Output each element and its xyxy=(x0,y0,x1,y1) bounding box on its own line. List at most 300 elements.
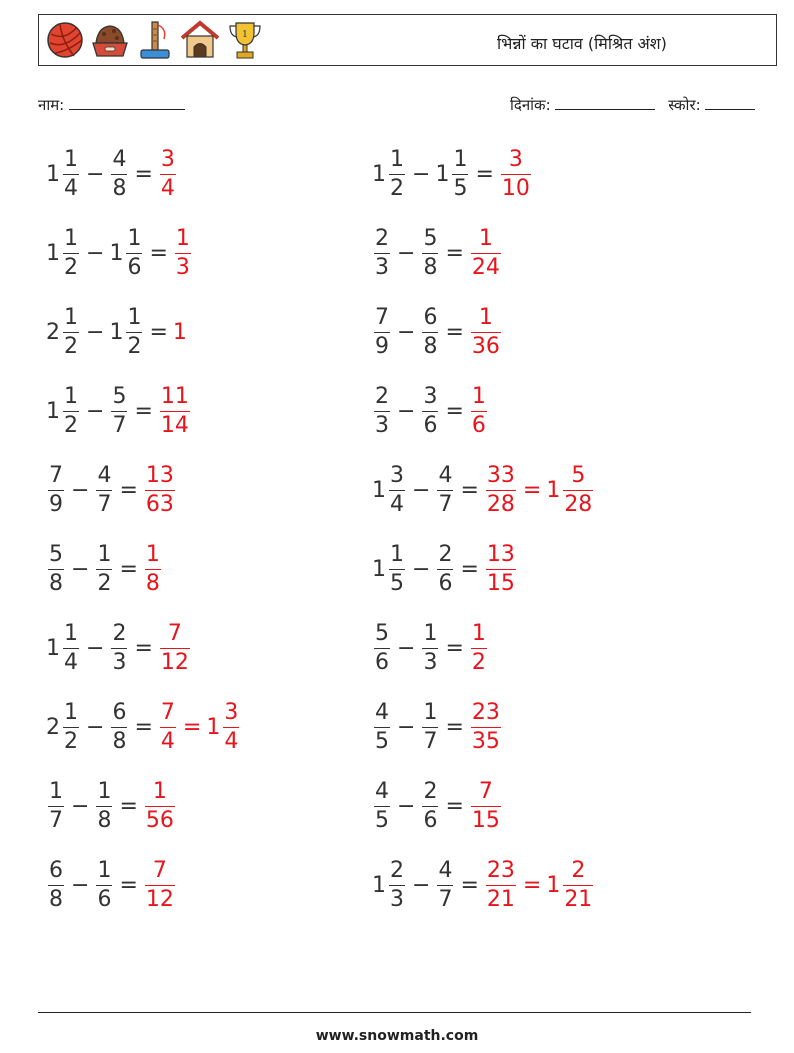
denominator: 6 xyxy=(375,649,389,675)
minus-sign: − xyxy=(86,714,105,740)
fraction xyxy=(486,857,516,912)
denominator: 21 xyxy=(486,886,515,912)
fraction xyxy=(389,146,405,201)
numerator: 13 xyxy=(145,462,174,488)
minus-sign: − xyxy=(412,872,431,898)
fraction xyxy=(96,541,112,596)
answer xyxy=(469,778,503,833)
fraction xyxy=(422,225,438,280)
numerator: 3 xyxy=(423,383,438,409)
denominator: 56 xyxy=(145,807,174,833)
whole-number: 1 xyxy=(372,161,386,187)
denominator: 2 xyxy=(97,570,112,596)
problem-row xyxy=(372,223,503,283)
equals-sign: = xyxy=(522,872,542,898)
answer xyxy=(158,146,178,201)
fraction xyxy=(48,778,64,833)
answer xyxy=(158,699,241,754)
equals-sign: = xyxy=(119,793,138,819)
header-icons xyxy=(45,18,265,62)
minus-sign: − xyxy=(71,872,90,898)
denominator: 9 xyxy=(375,333,389,359)
denominator: 63 xyxy=(145,491,174,517)
denominator: 2 xyxy=(471,649,486,675)
equals-sign: = xyxy=(460,872,479,898)
equals-sign: = xyxy=(134,714,153,740)
numerator: 1 xyxy=(64,304,78,330)
fraction xyxy=(563,857,593,912)
denominator: 8 xyxy=(49,570,63,596)
whole-number: 1 xyxy=(435,161,450,187)
denominator: 2 xyxy=(390,175,404,201)
problem-row xyxy=(46,381,192,441)
fraction xyxy=(63,146,79,201)
fraction xyxy=(145,462,175,517)
fraction xyxy=(471,383,487,438)
minus-sign: − xyxy=(71,556,90,582)
problem-row xyxy=(46,618,192,678)
dog-food-bowl-icon xyxy=(90,18,130,62)
numerator: 1 xyxy=(390,146,404,172)
denominator: 6 xyxy=(127,254,142,280)
answer xyxy=(484,857,595,912)
problem-row xyxy=(372,539,518,599)
numerator: 5 xyxy=(49,541,63,567)
minus-sign: − xyxy=(71,793,90,819)
equals-sign: = xyxy=(445,635,464,661)
numerator: 7 xyxy=(167,620,182,646)
numerator: 4 xyxy=(438,462,453,488)
minus-sign: − xyxy=(71,477,90,503)
numerator: 3 xyxy=(224,699,239,725)
numerator: 4 xyxy=(375,778,389,804)
numerator: 1 xyxy=(127,304,142,330)
problem-row xyxy=(46,776,177,836)
answer xyxy=(469,383,489,438)
equals-sign: = xyxy=(445,240,464,266)
date-label: दिनांक: xyxy=(510,96,551,114)
name-blank[interactable] xyxy=(69,94,185,110)
date-blank[interactable] xyxy=(555,94,655,110)
numerator: 1 xyxy=(64,146,78,172)
fraction xyxy=(48,462,64,517)
fraction xyxy=(160,699,176,754)
numerator: 7 xyxy=(160,699,175,725)
numerator: 1 xyxy=(49,778,63,804)
whole-number: 1 xyxy=(372,556,386,582)
denominator: 3 xyxy=(375,412,389,438)
numerator: 1 xyxy=(471,620,486,646)
trophy-icon xyxy=(225,18,265,62)
fraction xyxy=(422,620,438,675)
denominator: 7 xyxy=(97,491,112,517)
numerator: 5 xyxy=(112,383,127,409)
fraction xyxy=(374,699,390,754)
fraction xyxy=(389,857,405,912)
numerator: 2 xyxy=(438,541,453,567)
whole-number: 1 xyxy=(46,240,60,266)
denominator: 7 xyxy=(49,807,63,833)
fraction xyxy=(145,857,175,912)
fraction xyxy=(471,225,501,280)
problem-row xyxy=(372,381,489,441)
numerator: 4 xyxy=(438,857,453,883)
problem-row xyxy=(46,855,177,915)
fraction xyxy=(422,304,438,359)
numerator: 4 xyxy=(97,462,112,488)
problem-row xyxy=(372,618,489,678)
answer xyxy=(158,383,192,438)
problem-row xyxy=(372,144,533,204)
fraction xyxy=(374,304,390,359)
denominator: 3 xyxy=(375,254,389,280)
denominator: 7 xyxy=(112,412,127,438)
numerator: 1 xyxy=(423,620,438,646)
numerator: 1 xyxy=(64,383,78,409)
numerator: 11 xyxy=(160,383,189,409)
equals-sign: = xyxy=(134,635,153,661)
denominator: 24 xyxy=(471,254,500,280)
answer xyxy=(143,541,163,596)
minus-sign: − xyxy=(86,161,105,187)
numerator: 2 xyxy=(375,383,389,409)
answer xyxy=(499,146,533,201)
fraction xyxy=(389,462,405,517)
denominator: 12 xyxy=(160,649,189,675)
denominator: 3 xyxy=(112,649,127,675)
fraction xyxy=(175,225,191,280)
fraction xyxy=(437,462,453,517)
fraction xyxy=(422,383,438,438)
fraction xyxy=(374,620,390,675)
denominator: 6 xyxy=(423,807,438,833)
mixed-whole: 1 xyxy=(206,714,221,740)
numerator: 23 xyxy=(471,699,500,725)
svg-text:1: 1 xyxy=(242,30,248,40)
denominator: 8 xyxy=(97,807,112,833)
answer xyxy=(469,304,503,359)
denominator: 9 xyxy=(49,491,63,517)
fraction xyxy=(389,541,405,596)
denominator: 4 xyxy=(64,175,78,201)
fraction xyxy=(96,857,112,912)
equals-sign: = xyxy=(134,398,153,424)
whole-number: 1 xyxy=(109,319,124,345)
fraction xyxy=(145,778,175,833)
fraction xyxy=(63,620,79,675)
fraction xyxy=(126,304,142,359)
fraction xyxy=(63,304,79,359)
numerator: 1 xyxy=(478,304,493,330)
problem-row xyxy=(372,460,595,520)
numerator: 1 xyxy=(390,541,404,567)
equals-sign: = xyxy=(119,477,138,503)
numerator: 5 xyxy=(375,620,389,646)
numerator: 3 xyxy=(390,462,404,488)
minus-sign: − xyxy=(86,635,105,661)
fraction xyxy=(160,383,190,438)
problem-row xyxy=(372,697,503,757)
equals-sign: = xyxy=(475,161,494,187)
mixed-whole: 1 xyxy=(546,477,561,503)
numerator: 1 xyxy=(145,541,160,567)
fraction xyxy=(471,304,501,359)
numerator: 1 xyxy=(423,699,438,725)
numerator: 1 xyxy=(471,383,486,409)
score-label: स्कोर: xyxy=(668,96,701,114)
fraction xyxy=(471,699,501,754)
numerator: 6 xyxy=(49,857,63,883)
denominator: 5 xyxy=(375,807,389,833)
whole-number: 1 xyxy=(46,398,60,424)
answer xyxy=(143,462,177,517)
denominator: 5 xyxy=(453,175,468,201)
footer-divider xyxy=(38,1012,751,1013)
problem-row xyxy=(46,302,187,362)
fraction xyxy=(111,146,127,201)
denominator: 4 xyxy=(160,728,175,754)
fraction xyxy=(374,383,390,438)
denominator: 8 xyxy=(423,333,438,359)
denominator: 5 xyxy=(390,570,404,596)
minus-sign: − xyxy=(412,161,431,187)
whole-number: 1 xyxy=(372,872,386,898)
answer xyxy=(469,620,489,675)
fraction xyxy=(96,462,112,517)
denominator: 12 xyxy=(145,886,174,912)
worksheet-header xyxy=(38,14,777,66)
name-label: नाम: xyxy=(38,96,65,114)
denominator: 8 xyxy=(423,254,438,280)
denominator: 4 xyxy=(390,491,404,517)
whole-number: 1 xyxy=(46,635,60,661)
denominator: 4 xyxy=(64,649,78,675)
minus-sign: − xyxy=(397,240,416,266)
denominator: 10 xyxy=(501,175,530,201)
fraction xyxy=(437,857,453,912)
denominator: 2 xyxy=(64,333,78,359)
equals-sign: = xyxy=(445,398,464,424)
minus-sign: − xyxy=(397,714,416,740)
denominator: 4 xyxy=(224,728,239,754)
answer xyxy=(469,699,503,754)
answer xyxy=(484,541,518,596)
numerator: 6 xyxy=(423,304,438,330)
denominator: 6 xyxy=(97,886,112,912)
whole-number: 2 xyxy=(46,714,60,740)
fraction xyxy=(160,620,190,675)
minus-sign: − xyxy=(397,398,416,424)
fraction xyxy=(63,699,79,754)
fraction xyxy=(48,857,64,912)
numerator: 1 xyxy=(152,778,167,804)
whole-number: 1 xyxy=(46,161,60,187)
denominator: 3 xyxy=(175,254,190,280)
whole-number: 1 xyxy=(109,240,124,266)
numerator: 2 xyxy=(571,857,586,883)
numerator: 7 xyxy=(478,778,493,804)
fraction xyxy=(374,778,390,833)
numerator: 13 xyxy=(486,541,515,567)
mixed-whole: 1 xyxy=(546,872,561,898)
numerator: 1 xyxy=(97,541,112,567)
whole-number: 2 xyxy=(46,319,60,345)
numerator: 4 xyxy=(375,699,389,725)
answer xyxy=(158,620,192,675)
numerator: 1 xyxy=(97,857,112,883)
fraction xyxy=(63,383,79,438)
numerator: 7 xyxy=(152,857,167,883)
answer-whole: 1 xyxy=(172,319,187,345)
denominator: 28 xyxy=(486,491,515,517)
ball-of-yarn-icon xyxy=(45,18,85,62)
equals-sign: = xyxy=(445,714,464,740)
problem-row xyxy=(46,539,163,599)
numerator: 7 xyxy=(375,304,389,330)
fraction xyxy=(471,620,487,675)
denominator: 8 xyxy=(145,570,160,596)
dog-house-icon xyxy=(180,18,220,62)
numerator: 1 xyxy=(127,225,142,251)
answer xyxy=(173,225,193,280)
score-blank[interactable] xyxy=(705,94,755,110)
fraction xyxy=(501,146,531,201)
numerator: 1 xyxy=(64,620,78,646)
equals-sign: = xyxy=(445,793,464,819)
fraction xyxy=(126,225,142,280)
answer xyxy=(484,462,595,517)
fraction xyxy=(63,225,79,280)
date-score-fields xyxy=(510,94,755,115)
problem-row xyxy=(46,144,178,204)
problem-row xyxy=(46,460,177,520)
fraction xyxy=(48,541,64,596)
numerator: 23 xyxy=(486,857,515,883)
problem-row xyxy=(372,302,503,362)
fraction xyxy=(471,778,501,833)
equals-sign: = xyxy=(149,240,168,266)
answer xyxy=(143,778,177,833)
denominator: 2 xyxy=(127,333,142,359)
numerator: 3 xyxy=(508,146,523,172)
fraction xyxy=(111,699,127,754)
whole-number: 1 xyxy=(372,477,386,503)
denominator: 36 xyxy=(471,333,500,359)
denominator: 15 xyxy=(486,570,515,596)
equals-sign: = xyxy=(134,161,153,187)
problem-row xyxy=(372,776,503,836)
denominator: 5 xyxy=(375,728,389,754)
denominator: 3 xyxy=(390,886,404,912)
equals-sign: = xyxy=(119,556,138,582)
denominator: 8 xyxy=(112,728,127,754)
numerator: 6 xyxy=(112,699,127,725)
denominator: 14 xyxy=(160,412,189,438)
numerator: 2 xyxy=(112,620,127,646)
denominator: 6 xyxy=(423,412,438,438)
minus-sign: − xyxy=(86,240,105,266)
denominator: 2 xyxy=(64,728,78,754)
equals-sign: = xyxy=(460,556,479,582)
numerator: 5 xyxy=(571,462,586,488)
denominator: 7 xyxy=(438,491,453,517)
denominator: 35 xyxy=(471,728,500,754)
numerator: 1 xyxy=(64,699,78,725)
numerator: 2 xyxy=(390,857,404,883)
problem-row xyxy=(46,223,193,283)
equals-sign: = xyxy=(445,319,464,345)
denominator: 3 xyxy=(423,649,438,675)
numerator: 1 xyxy=(478,225,493,251)
answer xyxy=(143,857,177,912)
numerator: 1 xyxy=(175,225,190,251)
minus-sign: − xyxy=(397,635,416,661)
minus-sign: − xyxy=(86,398,105,424)
fraction xyxy=(486,541,516,596)
numerator: 1 xyxy=(97,778,112,804)
denominator: 4 xyxy=(160,175,175,201)
equals-sign: = xyxy=(522,477,542,503)
fraction xyxy=(374,225,390,280)
equals-sign: = xyxy=(149,319,168,345)
minus-sign: − xyxy=(412,556,431,582)
fraction xyxy=(422,778,438,833)
denominator: 7 xyxy=(438,886,453,912)
equals-sign: = xyxy=(460,477,479,503)
minus-sign: − xyxy=(397,793,416,819)
page-title: भिन्नों का घटाव (मिश्रित अंश) xyxy=(497,34,667,53)
denominator: 7 xyxy=(423,728,438,754)
numerator: 5 xyxy=(423,225,438,251)
fraction xyxy=(563,462,593,517)
fraction xyxy=(452,146,468,201)
numerator: 2 xyxy=(375,225,389,251)
numerator: 7 xyxy=(49,462,63,488)
equals-sign: = xyxy=(119,872,138,898)
fraction xyxy=(111,383,127,438)
denominator: 2 xyxy=(64,412,78,438)
denominator: 8 xyxy=(49,886,63,912)
denominator: 8 xyxy=(112,175,127,201)
fraction xyxy=(111,620,127,675)
footer-url: www.snowmath.com xyxy=(315,1028,479,1044)
numerator: 1 xyxy=(453,146,468,172)
denominator: 15 xyxy=(471,807,500,833)
fraction xyxy=(145,541,161,596)
minus-sign: − xyxy=(412,477,431,503)
denominator: 21 xyxy=(564,886,593,912)
denominator: 2 xyxy=(64,254,78,280)
numerator: 2 xyxy=(423,778,438,804)
minus-sign: − xyxy=(397,319,416,345)
minus-sign: − xyxy=(86,319,105,345)
name-field xyxy=(38,94,185,115)
numerator: 4 xyxy=(112,146,127,172)
equals-sign: = xyxy=(182,714,202,740)
answer xyxy=(173,320,187,345)
denominator: 28 xyxy=(564,491,593,517)
answer xyxy=(469,225,503,280)
fraction xyxy=(437,541,453,596)
problem-row xyxy=(372,855,595,915)
denominator: 6 xyxy=(438,570,453,596)
denominator: 6 xyxy=(471,412,486,438)
problem-row xyxy=(46,697,241,757)
scratching-post-icon xyxy=(135,18,175,62)
numerator: 33 xyxy=(486,462,515,488)
fraction xyxy=(422,699,438,754)
numerator: 1 xyxy=(64,225,78,251)
